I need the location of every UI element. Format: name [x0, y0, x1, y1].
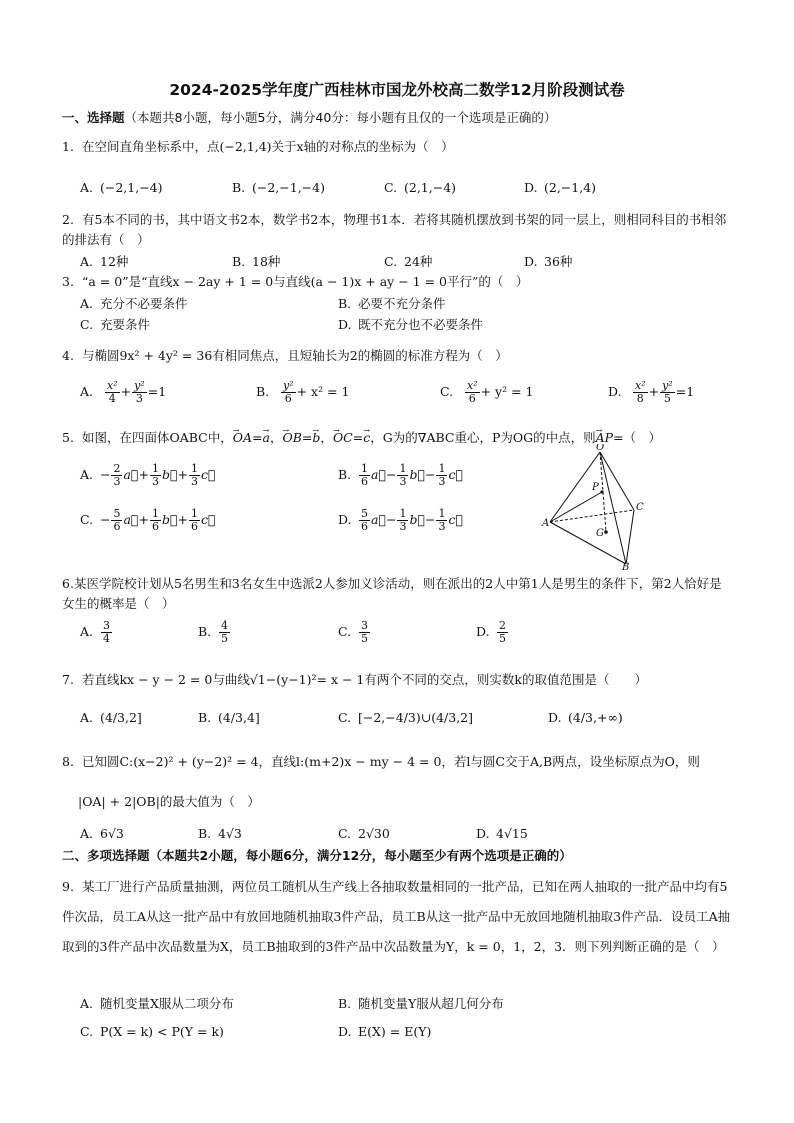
option-c[interactable]: C. P(X = k) < P(Y = k) — [80, 1024, 224, 1039]
question-6 — [62, 574, 734, 614]
question-number: 9. — [62, 879, 74, 894]
option-c[interactable]: C. 24种 — [384, 254, 433, 269]
option-d[interactable]: D. (2,−1,4) — [524, 180, 597, 195]
option-c[interactable]: C. $\frac{\text{x²}}{6}$ + y² = 1 — [440, 379, 534, 405]
option-d[interactable]: D. 4√15 — [476, 826, 528, 841]
option-a[interactable]: A. 充分不必要条件 — [80, 296, 188, 311]
option-a[interactable]: A. 随机变量X服从二项分布 — [80, 996, 234, 1011]
option-b[interactable]: B. 4√3 — [198, 826, 242, 841]
option-a[interactable]: A. (4/3,2] — [80, 710, 142, 725]
label-a: A — [542, 518, 550, 529]
question-number: 6. — [62, 576, 74, 591]
option-c[interactable]: C. − $\frac{5}{6}$ a⃗+ $\frac{1}{6}$ b⃗+ $\frac{1}{6}$ c⃗ — [80, 507, 216, 533]
label-c: C — [636, 502, 644, 513]
question-number: 4. — [62, 348, 74, 363]
question-stem: 在空间直角坐标系中，点(−2,1,4)关于x轴的对称点的坐标为（ ） — [81, 139, 454, 154]
section-2-header — [62, 846, 572, 864]
option-b[interactable]: B. 随机变量Y服从超几何分布 — [338, 996, 504, 1011]
option-a[interactable]: A. − $\frac{2}{3}$ a⃗+ $\frac{1}{3}$ b⃗+ $\frac{1}{3}$ c⃗ — [80, 462, 216, 488]
edge-ab — [550, 522, 626, 564]
question-7: 7. 若直线kx − y − 2 = 0与曲线√1−(y−1)²= x − 1有两个不同的交点，则实数k的取值范围是（ ） — [62, 670, 734, 690]
question-4 — [62, 346, 734, 366]
question-2 — [62, 210, 734, 250]
option-a[interactable]: A. 12种 — [80, 254, 129, 269]
section-1-desc: （本题共8小题，每小题5分，满分40分：每小题有且仅的一个选项是正确的） — [124, 110, 557, 125]
question-9 — [62, 872, 734, 962]
option-c[interactable]: C. $\frac{3}{5}$ — [338, 619, 368, 645]
option-b[interactable]: B. 必要不充分条件 — [338, 296, 446, 311]
option-d[interactable]: D. E(X) = E(Y) — [338, 1024, 432, 1039]
option-b[interactable]: B. (−2,−1,−4) — [232, 180, 325, 195]
option-b[interactable]: B. 18种 — [232, 254, 281, 269]
label-p: P — [592, 482, 599, 493]
option-d[interactable]: D. 36种 — [524, 254, 573, 269]
option-b[interactable]: B. $\frac{\text{y²}}{6}$ + x² = 1 — [256, 379, 350, 405]
label-b: B — [622, 562, 630, 570]
edge-ac — [550, 510, 634, 522]
option-a[interactable]: A. $\frac{\text{x²}}{4}$ + $\frac{\text{y²}}{3}$ =1 — [80, 379, 167, 405]
question-8 — [62, 752, 734, 772]
option-c[interactable]: C. [−2,−4/3)∪(4/3,2] — [338, 710, 474, 725]
option-d[interactable]: D. (4/3,+∞) — [548, 710, 623, 725]
question-stem: 已知圆C:(x−2)² + (y−2)² = 4，直线l:(m+2)x − my − 4 = 0，若l与圆C交于A,B两点，设坐标原点为O，则 — [81, 754, 700, 769]
option-c[interactable]: C. 充要条件 — [80, 317, 151, 332]
question-number: 1. — [62, 139, 74, 154]
tetrahedron-figure — [540, 444, 660, 570]
option-a[interactable]: A. (−2,1,−4) — [80, 180, 163, 195]
option-d[interactable]: D. $\frac{2}{5}$ — [476, 619, 506, 645]
question-8-continued: |OA| + 2|OB|的最大值为（ ） — [78, 794, 260, 809]
option-c[interactable]: C. 2√30 — [338, 826, 390, 841]
label-g: G — [596, 528, 604, 539]
segment-ap — [550, 492, 602, 522]
option-b[interactable]: B. (4/3,4] — [198, 710, 260, 725]
edge-bc — [626, 510, 634, 564]
point-g — [604, 530, 608, 534]
question-stem: 某工厂进行产品质量抽测，两位员工随机从生产线上各抽取数量相同的一批产品，已知在两人抽取的一批产品中均有5件次品，员工A从这一批产品中有放回地随机抽取3件产品，员工B从这一批产品中无放回地随机抽取3件产品．设员工A抽取到的3件产品中次品数量为X，员工B抽取到的3件产品中次品数量为Y，k = 0，1，2，3．则下列判断正确的是（ ） — [62, 879, 731, 954]
option-a[interactable]: A. $\frac{3}{4}$ — [80, 619, 110, 645]
option-d[interactable]: D. $\frac{\text{x²}}{8}$ + $\frac{\text{y²}}{5}$ =1 — [608, 379, 695, 405]
label-o: O — [596, 444, 605, 453]
section-2-heading: 二、多项选择题 — [62, 848, 150, 863]
question-stem: 某医学院校计划从5名男生和3名女生中选派2人参加义诊活动，则在派出的2人中第1人是男生的条件下，第2人恰好是女生的概率是（ ） — [62, 576, 722, 611]
option-c[interactable]: C. (2,1,−4) — [384, 180, 457, 195]
question-stem: “a = 0”是“直线x − 2ay + 1 = 0与直线(a − 1)x + ay − 1 = 0平行”的（ ） — [81, 274, 529, 289]
exam-title: 2024-2025学年度广西桂林市国龙外校高二数学12月阶段测试卷 — [169, 81, 625, 99]
option-b[interactable]: B. $\frac{4}{5}$ — [198, 619, 228, 645]
question-number: 2. — [62, 212, 74, 227]
question-3 — [62, 272, 734, 292]
option-d[interactable]: D. $\frac{5}{6}$ a⃗− $\frac{1}{3}$ b⃗− $\frac{1}{3}$ c⃗ — [338, 507, 463, 533]
question-stem: 有5本不同的书，其中语文书2本，数学书2本，物理书1本．若将其随机摆放到书架的同一层上，则相同科目的书相邻的排法有（ ） — [62, 212, 727, 247]
section-2-desc: （本题共2小题，每小题6分，满分12分，每小题至少有两个选项是正确的） — [149, 848, 572, 863]
section-1-header — [62, 108, 556, 126]
question-number: 7. — [62, 672, 74, 687]
option-d[interactable]: D. 既不充分也不必要条件 — [338, 317, 484, 332]
point-p — [600, 490, 603, 493]
section-1-heading: 一、选择题 — [62, 110, 125, 125]
question-number: 3. — [62, 274, 74, 289]
question-number: 5. — [62, 430, 74, 445]
option-b[interactable]: B. $\frac{1}{6}$ a⃗− $\frac{1}{3}$ b⃗− $\frac{1}{3}$ c⃗ — [338, 462, 463, 488]
question-1 — [62, 137, 734, 157]
edge-oc — [600, 452, 634, 510]
question-stem: 与椭圆9x² + 4y² = 36有相同焦点，且短轴长为2的椭圆的标准方程为（ ） — [81, 348, 508, 363]
question-5: 5. 如图，在四面体OABC中，→ OA=→ a，→ OB=→ b，→ OC=→ c，G为的∇ABC重心，P为OG的中点，则→ AP=（ ） — [62, 428, 734, 448]
option-a[interactable]: A. 6√3 — [80, 826, 124, 841]
question-number: 8. — [62, 754, 74, 769]
